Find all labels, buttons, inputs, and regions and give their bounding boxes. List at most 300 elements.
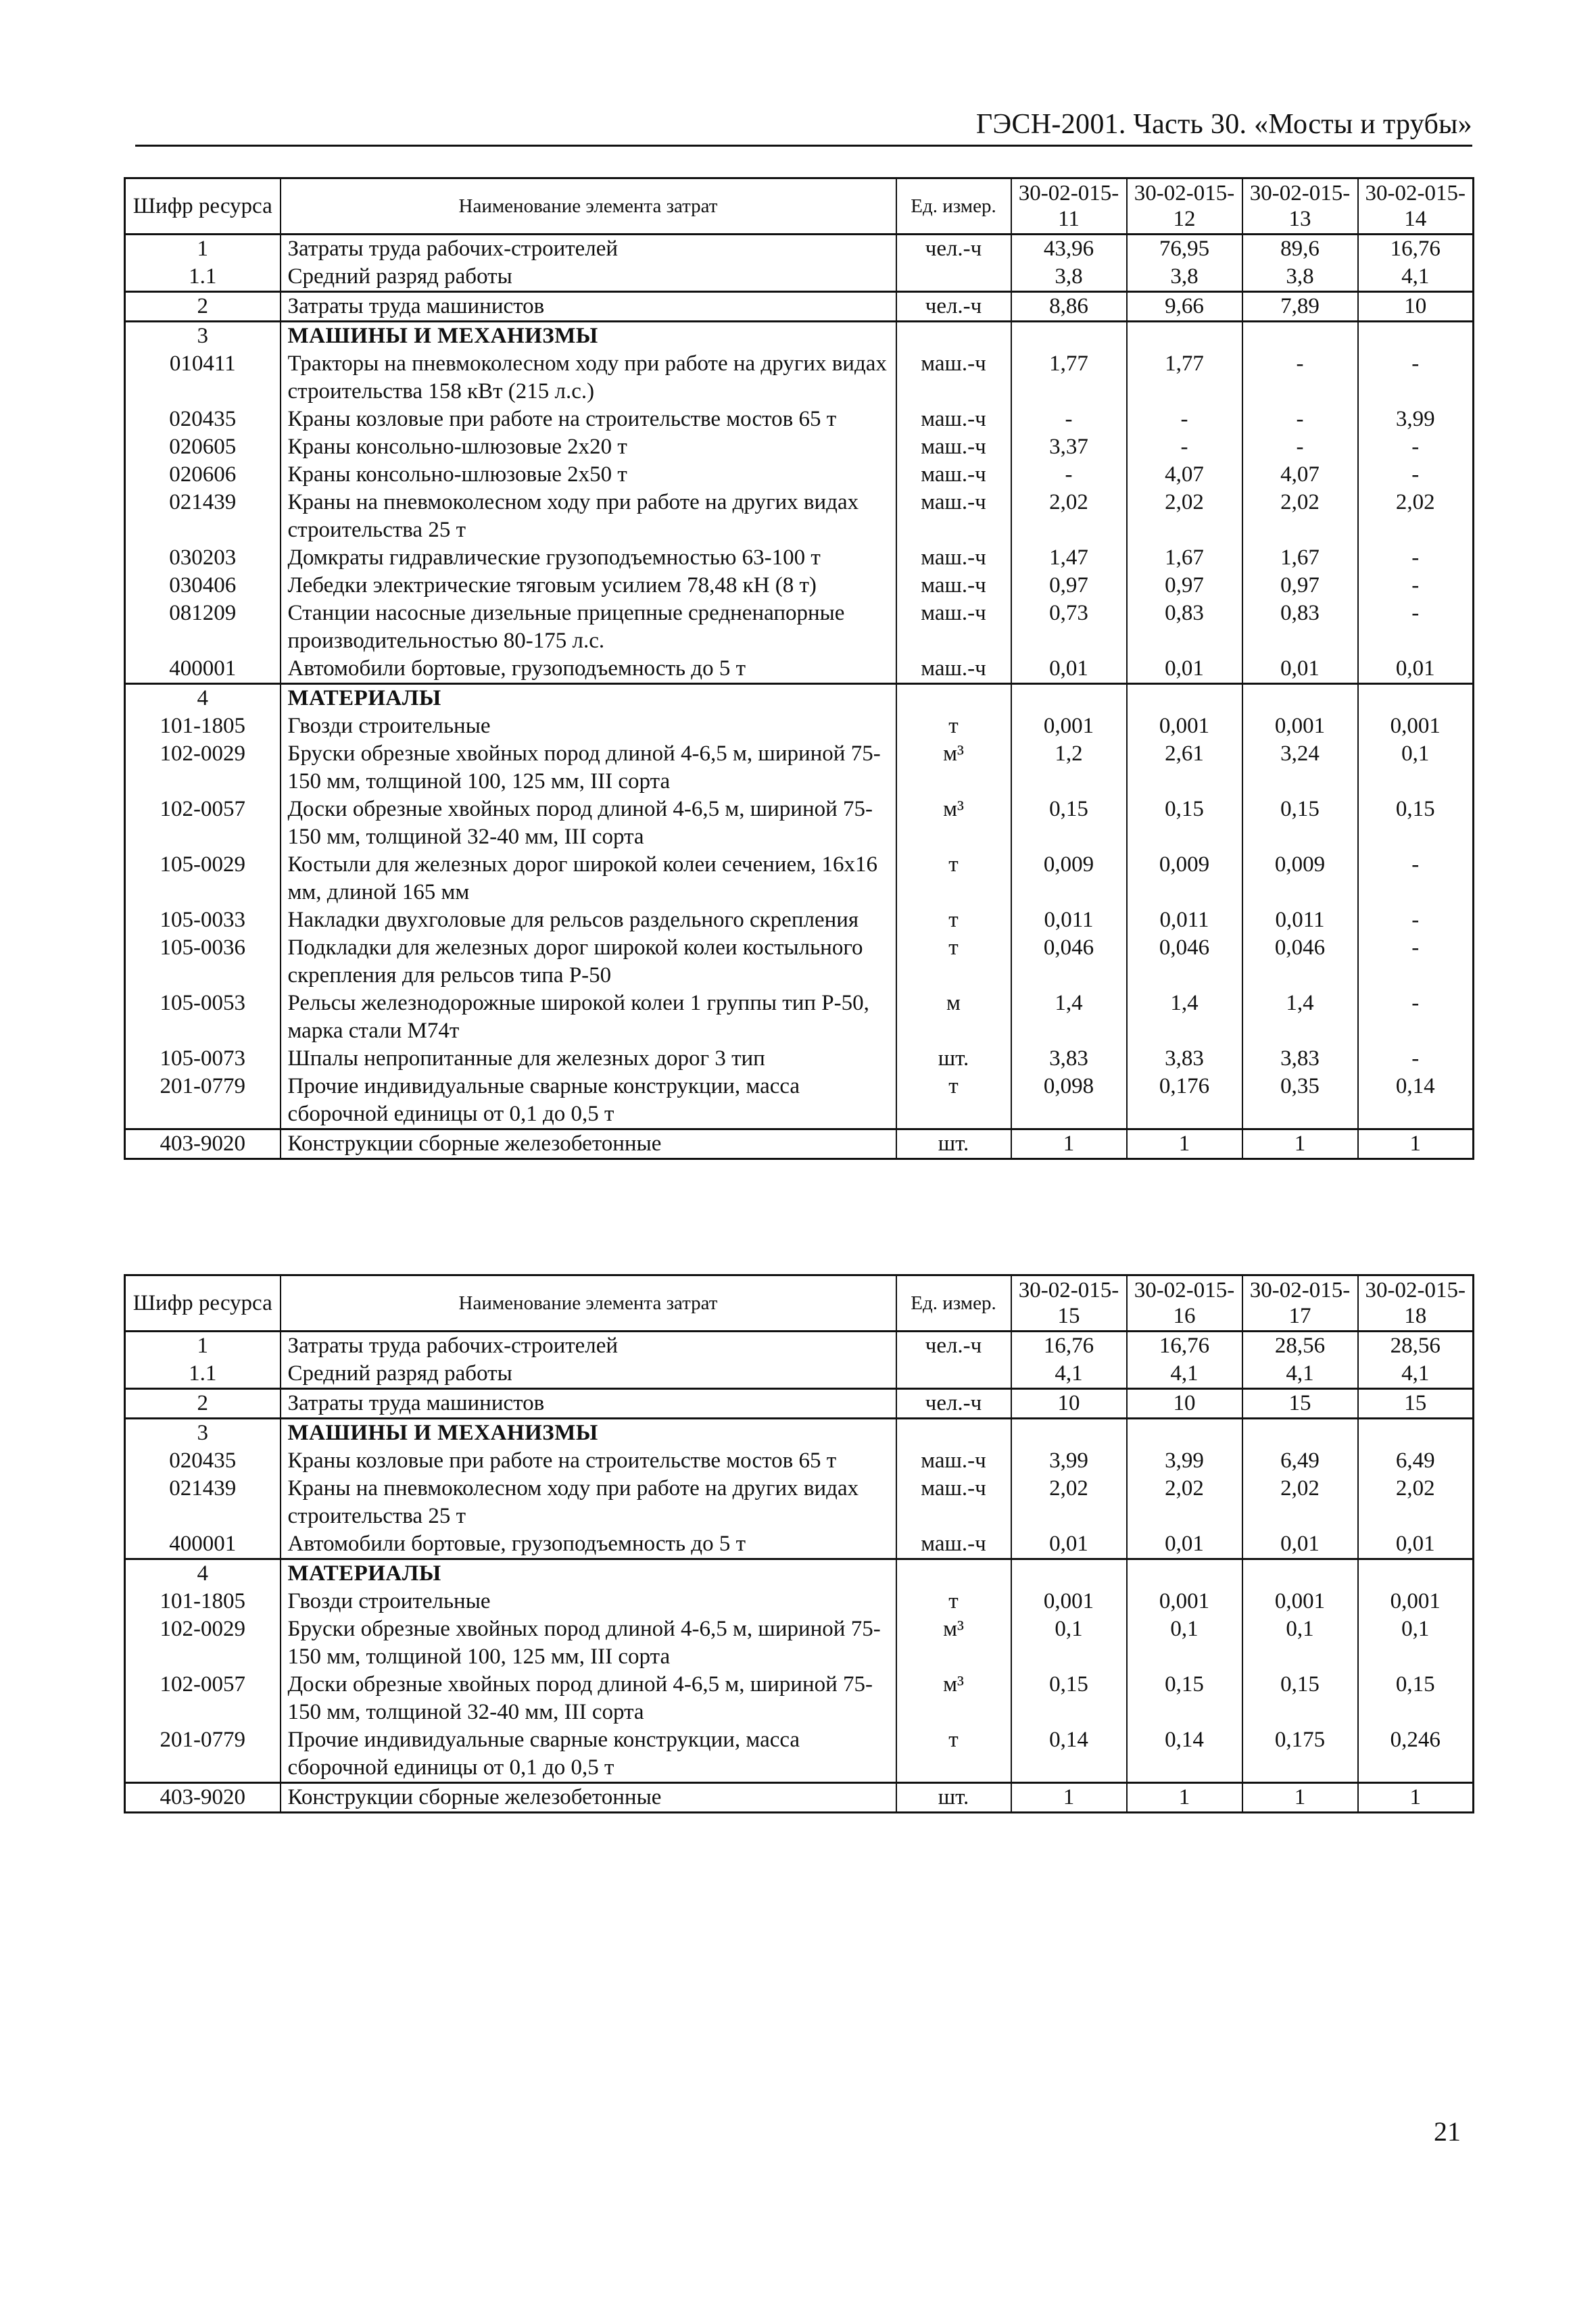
table-header-row (125, 1275, 1474, 1332)
norm-value-cell: 9,66 (1127, 292, 1242, 322)
header-unit: Ед. измер. (896, 178, 1011, 235)
header-norm: 30-02-015-15 (1011, 1275, 1127, 1332)
unit-cell: м³ (896, 1615, 1011, 1671)
element-name-cell: Костыли для железных дорог широкой колеи сечением, 16х16 мм, длиной 165 мм (281, 851, 896, 906)
norm-value-cell: 2,02 (1011, 1475, 1127, 1530)
resource-code-cell: 4 (125, 684, 281, 713)
unit-cell: маш.-ч (896, 461, 1011, 489)
element-name-cell: Лебедки электрические тяговым усилием 78,48 кН (8 т) (281, 572, 896, 600)
unit-cell: маш.-ч (896, 406, 1011, 433)
norm-value-cell: 4,07 (1242, 461, 1358, 489)
norm-value-cell: 0,009 (1011, 851, 1127, 906)
norm-value-cell: - (1242, 433, 1358, 461)
norm-value-cell: 0,15 (1011, 796, 1127, 851)
resource-code-cell: 020605 (125, 433, 281, 461)
norm-value-cell: 0,001 (1011, 1588, 1127, 1615)
element-name-cell: Шпалы непропитанные для железных дорог 3 тип (281, 1045, 896, 1073)
norm-value-cell: 16,76 (1011, 1332, 1127, 1361)
element-name-cell: Краны козловые при работе на строительстве мостов 65 т (281, 1447, 896, 1475)
norm-value-cell: 1 (1358, 1129, 1474, 1159)
element-name-cell: Доски обрезные хвойных пород длиной 4-6,5 м, шириной 75-150 мм, толщиной 32-40 мм, III сорта (281, 796, 896, 851)
norm-value-cell: 0,15 (1358, 1671, 1474, 1726)
unit-cell: м (896, 990, 1011, 1045)
norm-value-cell: 2,02 (1127, 1475, 1242, 1530)
norm-value-cell: 15 (1242, 1389, 1358, 1419)
norm-value-cell: 2,02 (1242, 489, 1358, 544)
norm-value-cell: 0,83 (1127, 600, 1242, 655)
resource-code-cell: 102-0029 (125, 1615, 281, 1671)
norm-value-cell: - (1011, 406, 1127, 433)
norm-value-cell: 0,01 (1127, 655, 1242, 684)
resource-code-cell: 105-0033 (125, 906, 281, 934)
norm-value-cell: 1 (1011, 1783, 1127, 1813)
resource-code-cell: 030203 (125, 544, 281, 572)
unit-cell: чел.-ч (896, 1389, 1011, 1419)
table-row (125, 712, 1474, 740)
resource-code-cell: 105-0036 (125, 934, 281, 990)
norm-value-cell: 0,15 (1242, 796, 1358, 851)
page-title: ГЭСН-2001. Часть 30. «Мосты и трубы» (975, 109, 1472, 140)
table-row (125, 655, 1474, 684)
resource-code-cell: 4 (125, 1559, 281, 1588)
norm-value-cell: - (1011, 461, 1127, 489)
table-row (125, 934, 1474, 990)
norm-value-cell: - (1358, 572, 1474, 600)
element-name-cell: Затраты труда рабочих-строителей (281, 235, 896, 264)
resource-code-cell: 2 (125, 292, 281, 322)
unit-cell: маш.-ч (896, 572, 1011, 600)
norm-value-cell: 0,011 (1242, 906, 1358, 934)
norm-value-cell: 0,001 (1127, 1588, 1242, 1615)
norm-value-cell: 1 (1242, 1783, 1358, 1813)
table-row (125, 1073, 1474, 1129)
norm-value-cell: 2,02 (1127, 489, 1242, 544)
table-row (125, 740, 1474, 796)
element-name-cell: Краны на пневмоколесном ходу при работе на других видах строительства 25 т (281, 1475, 896, 1530)
norm-value-cell: 15 (1358, 1389, 1474, 1419)
resource-code-cell: 400001 (125, 1530, 281, 1559)
unit-cell: шт. (896, 1129, 1011, 1159)
norm-value-cell: 0,001 (1242, 712, 1358, 740)
norm-value-cell: 0,009 (1127, 851, 1242, 906)
resource-code-cell: 3 (125, 1419, 281, 1448)
table-row (125, 461, 1474, 489)
norm-value-cell: 0,1 (1358, 740, 1474, 796)
element-name-cell: Станции насосные дизельные прицепные средненапорные производительностью 80-175 л.с. (281, 600, 896, 655)
header-norm: 30-02-015-14 (1358, 178, 1474, 235)
element-name-cell: Конструкции сборные железобетонные (281, 1783, 896, 1813)
unit-cell: маш.-ч (896, 433, 1011, 461)
header-name: Наименование элемента затрат (281, 178, 896, 235)
element-name-cell: Прочие индивидуальные сварные конструкции, масса сборочной единицы от 0,1 до 0,5 т (281, 1726, 896, 1783)
header-norm: 30-02-015-16 (1127, 1275, 1242, 1332)
norm-value-cell: 0,001 (1127, 712, 1242, 740)
unit-cell: м³ (896, 740, 1011, 796)
norm-value-cell: 0,97 (1242, 572, 1358, 600)
norm-value-cell: 4,1 (1127, 1360, 1242, 1389)
resource-code-cell: 105-0053 (125, 990, 281, 1045)
table-row (125, 1530, 1474, 1559)
norm-value-cell: 3,83 (1127, 1045, 1242, 1073)
norm-value-cell: 1,77 (1127, 350, 1242, 406)
norm-value-cell: - (1127, 406, 1242, 433)
norm-value-cell: 2,61 (1127, 740, 1242, 796)
element-name-cell: Автомобили бортовые, грузоподъемность до 5 т (281, 655, 896, 684)
header-norm: 30-02-015-18 (1358, 1275, 1474, 1332)
norm-value-cell: 3,8 (1242, 263, 1358, 292)
norm-value-cell: 0,098 (1011, 1073, 1127, 1129)
norm-value-cell: 89,6 (1242, 235, 1358, 264)
table-row (125, 1360, 1474, 1389)
norm-value-cell: 0,1 (1358, 1615, 1474, 1671)
resource-code-cell: 021439 (125, 1475, 281, 1530)
resource-code-cell: 081209 (125, 600, 281, 655)
table-row (125, 544, 1474, 572)
norm-value-cell: 0,1 (1242, 1615, 1358, 1671)
norm-value-cell: 1,77 (1011, 350, 1127, 406)
norm-value-cell: 0,046 (1127, 934, 1242, 990)
norm-value-cell: 0,011 (1011, 906, 1127, 934)
norm-value-cell: 3,99 (1011, 1447, 1127, 1475)
norm-value-cell: 0,011 (1127, 906, 1242, 934)
norm-value-cell: - (1358, 851, 1474, 906)
norm-value-cell (1127, 322, 1242, 351)
norm-value-cell: - (1358, 990, 1474, 1045)
resource-code-cell: 020435 (125, 406, 281, 433)
norm-value-cell: 10 (1011, 1389, 1127, 1419)
unit-cell: маш.-ч (896, 655, 1011, 684)
element-name-cell: Доски обрезные хвойных пород длиной 4-6,5 м, шириной 75-150 мм, толщиной 32-40 мм, III сорта (281, 1671, 896, 1726)
unit-cell: шт. (896, 1783, 1011, 1813)
norm-value-cell: 0,1 (1127, 1615, 1242, 1671)
norm-value-cell: 0,046 (1242, 934, 1358, 990)
norm-value-cell: 10 (1358, 292, 1474, 322)
table-row (125, 235, 1474, 264)
norm-value-cell: 0,001 (1358, 712, 1474, 740)
norm-value-cell: 0,15 (1358, 796, 1474, 851)
table-row (125, 489, 1474, 544)
table-body (125, 1332, 1474, 1813)
norm-value-cell: 1 (1358, 1783, 1474, 1813)
unit-cell (896, 684, 1011, 713)
unit-cell (896, 1360, 1011, 1389)
norm-value-cell: 0,83 (1242, 600, 1358, 655)
resource-code-cell: 102-0057 (125, 796, 281, 851)
table-row (125, 433, 1474, 461)
norm-value-cell (1127, 1559, 1242, 1588)
header-norm: 30-02-015-13 (1242, 178, 1358, 235)
norm-value-cell: 0,14 (1358, 1073, 1474, 1129)
table-row (125, 292, 1474, 322)
norm-value-cell: - (1358, 433, 1474, 461)
norm-value-cell: - (1358, 934, 1474, 990)
resource-code-cell: 101-1805 (125, 712, 281, 740)
element-name-cell: Средний разряд работы (281, 1360, 896, 1389)
header-norm: 30-02-015-17 (1242, 1275, 1358, 1332)
norm-value-cell: 0,97 (1127, 572, 1242, 600)
norm-value-cell (1127, 684, 1242, 713)
element-name-cell: Краны козловые при работе на строительстве мостов 65 т (281, 406, 896, 433)
element-name-cell: Конструкции сборные железобетонные (281, 1129, 896, 1159)
norm-value-cell: 10 (1127, 1389, 1242, 1419)
norm-value-cell: 3,8 (1127, 263, 1242, 292)
element-name-cell: Тракторы на пневмоколесном ходу при работе на других видах строительства 158 кВт (215 л.с.) (281, 350, 896, 406)
norm-value-cell (1358, 1419, 1474, 1448)
element-name-cell: Бруски обрезные хвойных пород длиной 4-6,5 м, шириной 75-150 мм, толщиной 100, 125 мм, III сорта (281, 740, 896, 796)
resource-code-cell: 101-1805 (125, 1588, 281, 1615)
norm-value-cell (1358, 322, 1474, 351)
table-row (125, 1475, 1474, 1530)
page-header (135, 108, 1472, 147)
unit-cell (896, 322, 1011, 351)
element-name-cell: Гвозди строительные (281, 712, 896, 740)
table-row (125, 906, 1474, 934)
unit-cell: чел.-ч (896, 235, 1011, 264)
norm-value-cell: 16,76 (1358, 235, 1474, 264)
norm-value-cell (1242, 322, 1358, 351)
norm-value-cell: - (1358, 350, 1474, 406)
resource-code-cell: 020435 (125, 1447, 281, 1475)
norm-value-cell: 0,15 (1242, 1671, 1358, 1726)
norm-value-cell (1242, 1419, 1358, 1448)
norm-value-cell (1358, 1559, 1474, 1588)
norm-value-cell: 0,176 (1127, 1073, 1242, 1129)
resource-code-cell: 400001 (125, 655, 281, 684)
resource-code-cell: 1 (125, 235, 281, 264)
resource-code-cell: 102-0029 (125, 740, 281, 796)
norm-value-cell: 28,56 (1242, 1332, 1358, 1361)
norm-value-cell: 4,1 (1358, 1360, 1474, 1389)
element-name-cell: Затраты труда рабочих-строителей (281, 1332, 896, 1361)
header-unit: Ед. измер. (896, 1275, 1011, 1332)
element-name-cell: МАШИНЫ И МЕХАНИЗМЫ (281, 322, 896, 351)
norm-value-cell: 1 (1242, 1129, 1358, 1159)
resource-code-cell: 021439 (125, 489, 281, 544)
norm-value-cell: 1 (1127, 1783, 1242, 1813)
table-row (125, 1588, 1474, 1615)
norm-value-cell: - (1358, 906, 1474, 934)
table-row (125, 1726, 1474, 1783)
resource-table-2 (124, 1274, 1474, 1813)
norm-value-cell: 0,01 (1242, 1530, 1358, 1559)
norm-value-cell: 3,83 (1011, 1045, 1127, 1073)
resource-code-cell: 3 (125, 322, 281, 351)
table-row (125, 1332, 1474, 1361)
element-name-cell: Бруски обрезные хвойных пород длиной 4-6,5 м, шириной 75-150 мм, толщиной 100, 125 мм, III сорта (281, 1615, 896, 1671)
norm-value-cell: 0,001 (1011, 712, 1127, 740)
norm-value-cell: - (1358, 544, 1474, 572)
norm-value-cell: - (1358, 461, 1474, 489)
norm-value-cell: - (1242, 350, 1358, 406)
norm-value-cell: 8,86 (1011, 292, 1127, 322)
element-name-cell: Домкраты гидравлические грузоподъемностью 63-100 т (281, 544, 896, 572)
unit-cell: т (896, 934, 1011, 990)
table-row (125, 1045, 1474, 1073)
element-name-cell: Автомобили бортовые, грузоподъемность до 5 т (281, 1530, 896, 1559)
element-name-cell: Гвозди строительные (281, 1588, 896, 1615)
table-header-row (125, 178, 1474, 235)
unit-cell: м³ (896, 796, 1011, 851)
norm-value-cell: 2,02 (1011, 489, 1127, 544)
unit-cell: маш.-ч (896, 489, 1011, 544)
norm-value-cell: 0,15 (1127, 1671, 1242, 1726)
norm-value-cell: 0,1 (1011, 1615, 1127, 1671)
unit-cell: т (896, 712, 1011, 740)
norm-value-cell: 0,246 (1358, 1726, 1474, 1783)
element-name-cell: Средний разряд работы (281, 263, 896, 292)
element-name-cell: МАТЕРИАЛЫ (281, 1559, 896, 1588)
table-row (125, 572, 1474, 600)
table-row (125, 263, 1474, 292)
norm-value-cell: 2,02 (1358, 1475, 1474, 1530)
norm-value-cell: - (1358, 1045, 1474, 1073)
table-row (125, 990, 1474, 1045)
header-code: Шифр ресурса (125, 178, 281, 235)
element-name-cell: Затраты труда машинистов (281, 1389, 896, 1419)
norm-value-cell: 0,01 (1242, 655, 1358, 684)
unit-cell: маш.-ч (896, 600, 1011, 655)
element-name-cell: Краны консольно-шлюзовые 2х50 т (281, 461, 896, 489)
element-name-cell: Краны консольно-шлюзовые 2х20 т (281, 433, 896, 461)
unit-cell (896, 263, 1011, 292)
norm-value-cell: 0,01 (1127, 1530, 1242, 1559)
norm-value-cell: 0,35 (1242, 1073, 1358, 1129)
unit-cell: т (896, 906, 1011, 934)
norm-value-cell: 16,76 (1127, 1332, 1242, 1361)
norm-value-cell: - (1358, 600, 1474, 655)
unit-cell (896, 1559, 1011, 1588)
norm-value-cell: 2,02 (1242, 1475, 1358, 1530)
norm-value-cell: 3,37 (1011, 433, 1127, 461)
table-row (125, 350, 1474, 406)
resource-table-1 (124, 177, 1474, 1160)
norm-value-cell: 4,1 (1011, 1360, 1127, 1389)
norm-value-cell (1011, 1559, 1127, 1588)
norm-value-cell: 76,95 (1127, 235, 1242, 264)
resource-code-cell: 1.1 (125, 1360, 281, 1389)
resource-code-cell: 020606 (125, 461, 281, 489)
norm-value-cell: 0,175 (1242, 1726, 1358, 1783)
norm-value-cell: - (1127, 433, 1242, 461)
norm-value-cell: - (1242, 406, 1358, 433)
norm-value-cell (1358, 684, 1474, 713)
norm-value-cell: 0,009 (1242, 851, 1358, 906)
element-name-cell: МАШИНЫ И МЕХАНИЗМЫ (281, 1419, 896, 1448)
table-row (125, 1129, 1474, 1159)
norm-value-cell: 0,01 (1358, 655, 1474, 684)
norm-value-cell (1011, 684, 1127, 713)
norm-value-cell: 0,73 (1011, 600, 1127, 655)
norm-value-cell: 28,56 (1358, 1332, 1474, 1361)
norm-value-cell: 1,4 (1242, 990, 1358, 1045)
table-row (125, 1447, 1474, 1475)
unit-cell: чел.-ч (896, 1332, 1011, 1361)
element-name-cell: МАТЕРИАЛЫ (281, 684, 896, 713)
norm-value-cell: 2,02 (1358, 489, 1474, 544)
norm-value-cell: 0,15 (1011, 1671, 1127, 1726)
resource-code-cell: 2 (125, 1389, 281, 1419)
unit-cell: маш.-ч (896, 1447, 1011, 1475)
norm-value-cell (1127, 1419, 1242, 1448)
unit-cell: чел.-ч (896, 292, 1011, 322)
header-name: Наименование элемента затрат (281, 1275, 896, 1332)
resource-code-cell: 201-0779 (125, 1073, 281, 1129)
resource-code-cell: 201-0779 (125, 1726, 281, 1783)
norm-value-cell: 1,4 (1127, 990, 1242, 1045)
resource-code-cell: 1 (125, 1332, 281, 1361)
table-row (125, 796, 1474, 851)
norm-value-cell: 0,01 (1011, 655, 1127, 684)
unit-cell: шт. (896, 1045, 1011, 1073)
norm-value-cell: 0,01 (1011, 1530, 1127, 1559)
resource-code-cell: 403-9020 (125, 1129, 281, 1159)
header-norm: 30-02-015-11 (1011, 178, 1127, 235)
unit-cell: маш.-ч (896, 544, 1011, 572)
element-name-cell: Накладки двухголовые для рельсов раздельного скрепления (281, 906, 896, 934)
norm-value-cell: 1,67 (1127, 544, 1242, 572)
norm-value-cell: 4,07 (1127, 461, 1242, 489)
unit-cell: т (896, 1726, 1011, 1783)
section-row (125, 1559, 1474, 1588)
unit-cell: т (896, 1588, 1011, 1615)
norm-value-cell (1011, 322, 1127, 351)
norm-value-cell: 0,15 (1127, 796, 1242, 851)
resource-code-cell: 102-0057 (125, 1671, 281, 1726)
resource-code-cell: 010411 (125, 350, 281, 406)
section-row (125, 684, 1474, 713)
header-code: Шифр ресурса (125, 1275, 281, 1332)
unit-cell: маш.-ч (896, 1530, 1011, 1559)
table-row (125, 406, 1474, 433)
norm-value-cell: 4,1 (1358, 263, 1474, 292)
resource-code-cell: 1.1 (125, 263, 281, 292)
norm-value-cell: 0,001 (1358, 1588, 1474, 1615)
norm-value-cell: 0,14 (1127, 1726, 1242, 1783)
norm-value-cell: 3,99 (1127, 1447, 1242, 1475)
element-name-cell: Затраты труда машинистов (281, 292, 896, 322)
unit-cell: маш.-ч (896, 350, 1011, 406)
norm-value-cell (1242, 1559, 1358, 1588)
table-row (125, 1615, 1474, 1671)
unit-cell: т (896, 1073, 1011, 1129)
norm-value-cell (1242, 684, 1358, 713)
norm-value-cell: 1,47 (1011, 544, 1127, 572)
norm-value-cell: 0,046 (1011, 934, 1127, 990)
unit-cell: маш.-ч (896, 1475, 1011, 1530)
page-number: 21 (1434, 2116, 1461, 2147)
resource-code-cell: 403-9020 (125, 1783, 281, 1813)
norm-value-cell: 3,24 (1242, 740, 1358, 796)
table-row (125, 600, 1474, 655)
norm-value-cell: 0,01 (1358, 1530, 1474, 1559)
table-row (125, 1783, 1474, 1813)
table-body (125, 235, 1474, 1159)
norm-value-cell: 6,49 (1358, 1447, 1474, 1475)
section-row (125, 1419, 1474, 1448)
unit-cell: т (896, 851, 1011, 906)
norm-value-cell: 3,83 (1242, 1045, 1358, 1073)
norm-value-cell: 1,67 (1242, 544, 1358, 572)
norm-value-cell: 0,97 (1011, 572, 1127, 600)
unit-cell: м³ (896, 1671, 1011, 1726)
norm-value-cell: 3,8 (1011, 263, 1127, 292)
header-norm: 30-02-015-12 (1127, 178, 1242, 235)
norm-value-cell: 4,1 (1242, 1360, 1358, 1389)
norm-value-cell: 6,49 (1242, 1447, 1358, 1475)
unit-cell (896, 1419, 1011, 1448)
norm-value-cell: 7,89 (1242, 292, 1358, 322)
section-row (125, 322, 1474, 351)
